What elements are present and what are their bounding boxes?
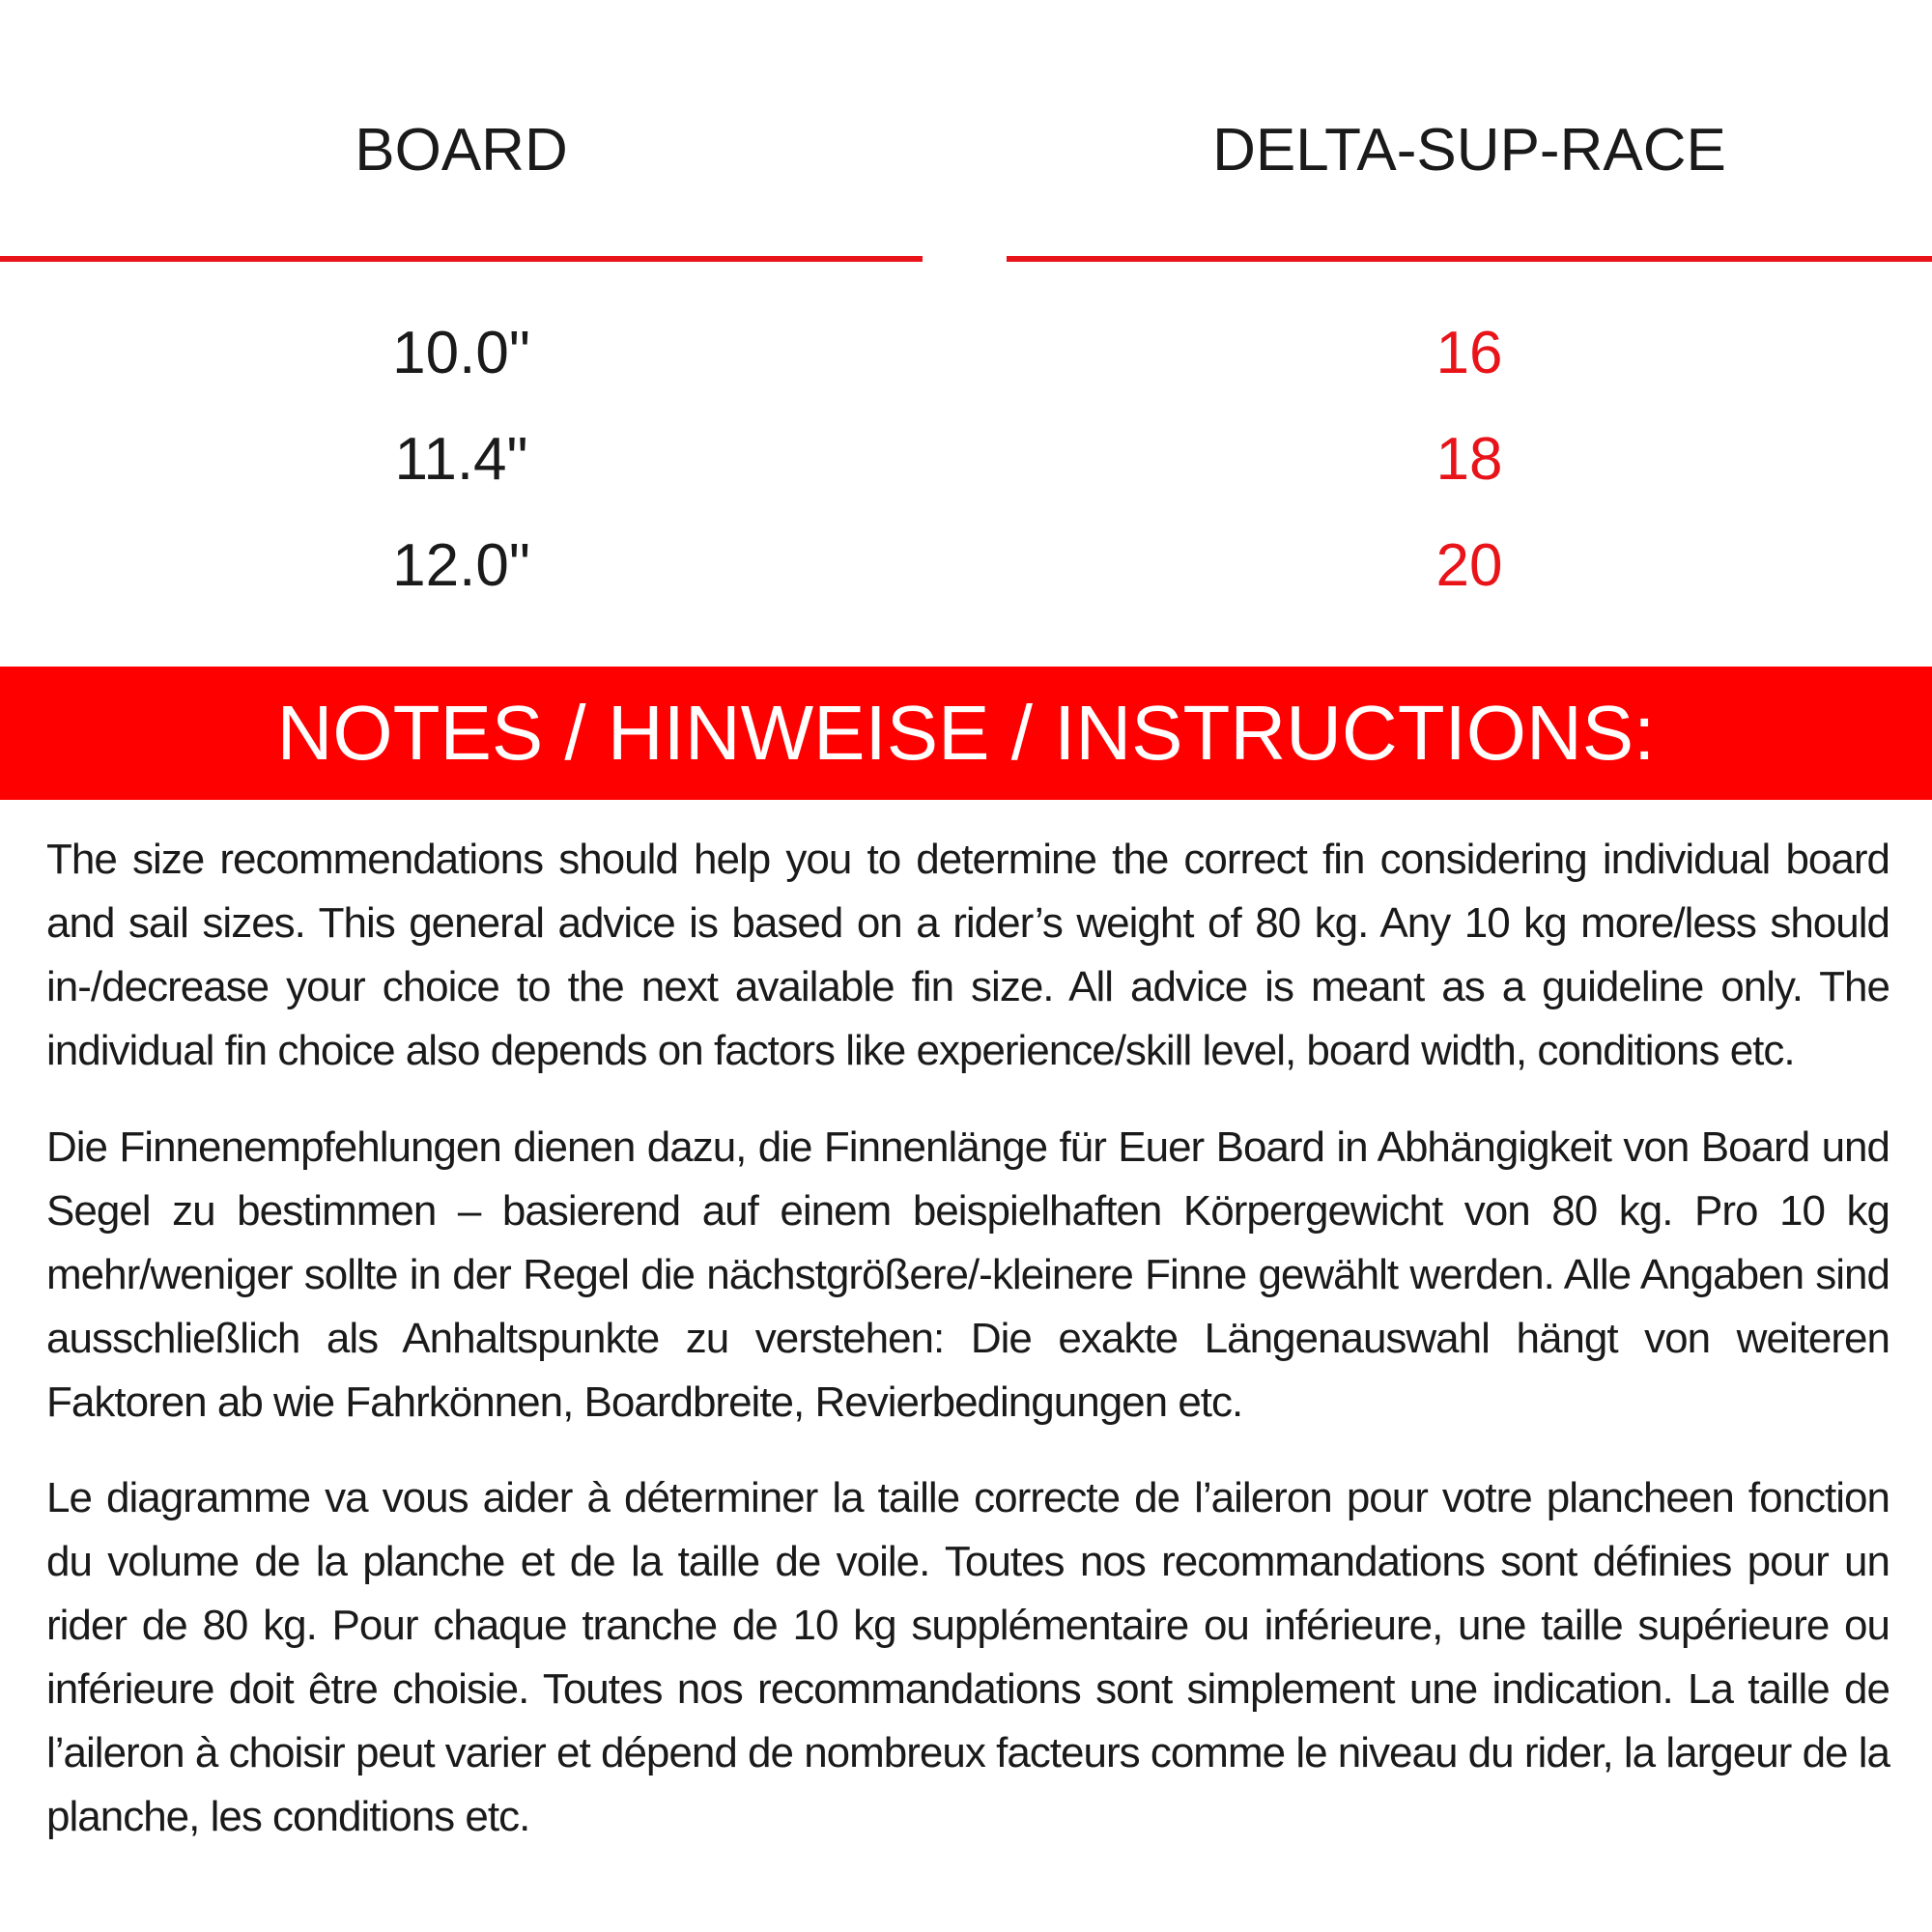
notes-german: Die Finnenempfehlungen dienen dazu, die Finnenlänge für Euer Board in Abhängigkeit von Board und Segel zu bestimmen – basierend auf einem beispielhaften Körpergewicht von 80 kg. Pro 10 kg mehr/weniger sollte in der Regel die nächstgrößere/-kleinere Finne gewählt werden. Alle Angaben sind ausschließlich als Anhaltspunkte zu verstehen: Die exakte Längenauswahl hängt von weiteren Faktoren ab wie Fahrkönnen, Boardbreite, Revierbedingungen etc. [46,1123,1889,1426]
notes-title: NOTES / HINWEISE / INSTRUCTIONS: [276,690,1656,776]
board-size: 12.0" [392,532,530,599]
fin-size: 18 [1435,426,1503,493]
notes-english: The size recommendations should help you to determine the correct fin considering individual board and sail sizes. This general advice is based on a rider’s weight of 80 kg. Any 10 kg more/less should in-/decrease your choice to the next available fin size. All advice is meant as a guideline only. The individual fin choice also depends on factors like experience/skill level, board width, conditions etc. [46,836,1889,1074]
header-board: BOARD [355,117,568,184]
table-row [0,531,1932,628]
board-size: 11.4" [394,426,528,493]
header-model: DELTA-SUP-RACE [1212,117,1726,184]
board-size: 10.0" [392,320,530,386]
fin-size: 16 [1435,320,1503,386]
table-row [0,425,1932,522]
notes-banner [0,667,1932,800]
header-divider-left [0,256,923,262]
notes-french: Le diagramme va vous aider à déterminer la taille correcte de l’aileron pour votre plancheen fonction du volume de la planche et de la taille de voile. Toutes nos recommandations sont définies pour un rider de 80 kg. Pour chaque tranche de 10 kg supplémentaire ou inférieure, une taille supérieure ou inférieure doit être choisie. Toutes nos recommandations sont simplement une indication. La taille de l’aileron à choisir peut varier et dépend de nombreux facteurs comme le niveau du rider, la largeur de la planche, les conditions etc. [46,1474,1889,1840]
table-row [0,319,1932,415]
fin-size: 20 [1435,532,1503,599]
header-divider-right [1007,256,1932,262]
